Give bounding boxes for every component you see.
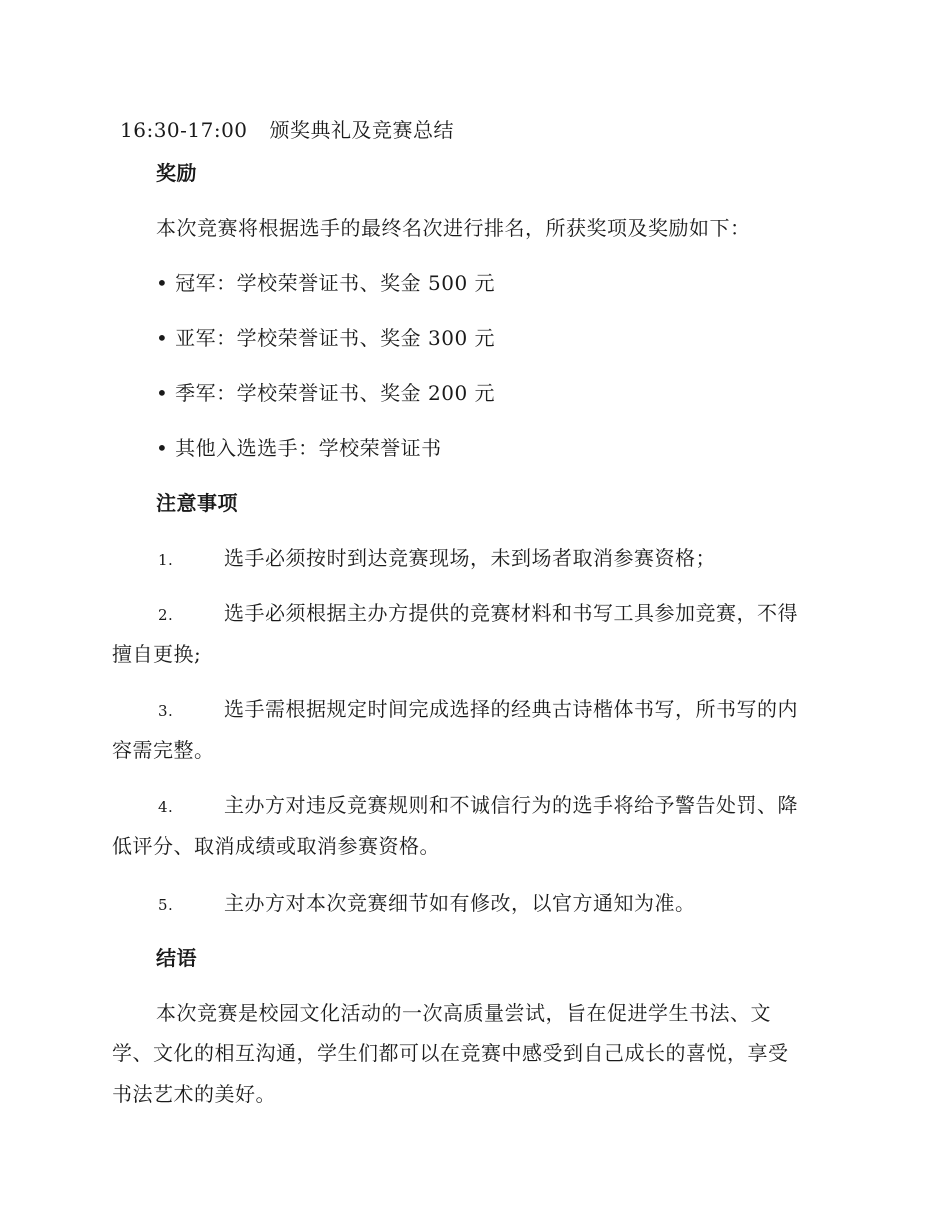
conclusion-heading: 结语 (156, 946, 197, 970)
conclusion-line: 书法艺术的美好。 (112, 1082, 276, 1106)
awards-heading: 奖励 (156, 161, 197, 185)
note-number: 4. (158, 798, 174, 816)
conclusion-line: 学、文化的相互沟通，学生们都可以在竞赛中感受到自己成长的喜悦，享受 (112, 1041, 789, 1065)
note-number: 2. (158, 606, 174, 624)
note-text: 主办方对违反竞赛规则和不诚信行为的选手将给予警告处罚、降 (224, 793, 798, 817)
note-text: 选手必须根据主办方提供的竞赛材料和书写工具参加竞赛，不得 (224, 601, 798, 625)
award-item-third-place: • 季军：学校荣誉证书、奖金 200 元 (156, 381, 496, 405)
awards-intro: 本次竞赛将根据选手的最终名次进行排名，所获奖项及奖励如下： (156, 216, 751, 240)
note-text: 主办方对本次竞赛细节如有修改，以官方通知为准。 (224, 891, 696, 915)
note-text-continued: 擅自更换; (112, 642, 202, 666)
note-number: 5. (158, 896, 174, 914)
conclusion-line: 本次竞赛是校园文化活动的一次高质量尝试，旨在促进学生书法、文 (156, 1001, 771, 1025)
notes-heading: 注意事项 (156, 491, 238, 515)
note-text: 选手需根据规定时间完成选择的经典古诗楷体书写，所书写的内 (224, 697, 798, 721)
note-number: 3. (158, 702, 174, 720)
schedule-event: 颁奖典礼及竞赛总结 (269, 118, 455, 142)
schedule-time: 16:30-17:00 (120, 118, 248, 142)
award-item-champion: • 冠军：学校荣誉证书、奖金 500 元 (156, 271, 496, 295)
note-text-continued: 容需完整。 (112, 738, 215, 762)
note-text-continued: 低评分、取消成绩或取消参赛资格。 (112, 834, 440, 858)
award-item-others: • 其他入选选手：学校荣誉证书 (156, 436, 442, 460)
note-number: 1. (158, 551, 174, 569)
schedule-row (120, 116, 454, 144)
note-text: 选手必须按时到达竞赛现场，未到场者取消参赛资格； (224, 546, 716, 570)
award-item-runner-up: • 亚军：学校荣誉证书、奖金 300 元 (156, 326, 496, 350)
